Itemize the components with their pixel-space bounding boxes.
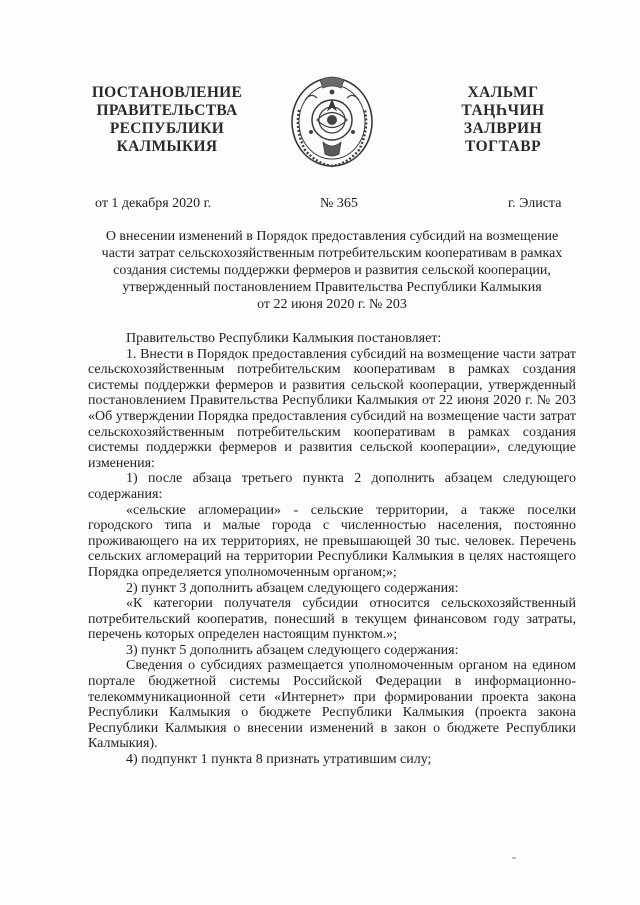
body-quote-2: «К категории получателя субсидии относится сельскохозяйственный потребительский кооператив, понесший в текущем финансовом году затраты, перечень которых определен настоящим пунктом.»;: [88, 596, 576, 643]
scan-speck: [512, 857, 516, 859]
document-date: от 1 декабря 2020 г.: [95, 196, 212, 211]
body-subitem-2: 2) пункт 3 дополнить абзацем следующего содержания:: [126, 580, 459, 596]
document-title: [88, 228, 576, 313]
body-item-1: 1. Внести в Порядок предоставления субсидий на возмещение части затрат сельскохозяйственным потребительским кооперативам в рамках создания системы поддержки фермеров и развития сельской кооперации, утвержденный постановлением Правительства Республики Калмыкия от 22 июня 2020 г. № 203 «Об утверждении Порядка предоставления субсидий на возмещение части затрат сельскохозяйственным потребительским кооперативам в рамках создания системы поддержки фермеров и развития сельской кооперации», следующие изменения:: [88, 346, 576, 471]
document-number: № 365: [320, 196, 358, 211]
body-quote-1: «сельские агломерации» - сельские территории, а также поселки городского типа и малые города с численностью населения, постоянно проживающего на их территориях, не превышающей 30 тыс. человек. Перечень сельских агломераций на территории Республики Калмыкия в целях настоящего Порядка определяется уполномоченным органом;»;: [88, 502, 576, 580]
document-body: [88, 331, 576, 768]
body-intro: Правительство Республики Калмыкия постановляет:: [126, 331, 442, 346]
title-line: утвержденный постановлением Правительства Республики Калмыкия: [122, 280, 542, 295]
body-subitem-3: 3) пункт 5 дополнить абзацем следующего содержания:: [126, 642, 459, 658]
title-line: создания системы поддержки фермеров и развития сельской кооперации,: [113, 263, 551, 278]
title-line: О внесении изменений в Порядок предоставления субсидий на возмещение: [105, 229, 559, 244]
coat-of-arms-emblem-icon: [287, 70, 377, 170]
header-right-title: [448, 84, 558, 156]
header-right-line: ЗАЛВРИН: [463, 120, 543, 137]
body-subitem-1: 1) после абзаца третьего пункта 2 дополнить абзацем следующего содержания:: [88, 471, 576, 502]
document-city: г. Элиста: [508, 196, 562, 211]
header-left-line: КАЛМЫКИЯ: [116, 138, 218, 155]
body-subitem-4: 4) подпункт 1 пункта 8 признать утратившим силу;: [126, 752, 432, 768]
header-right-line: ТОГТАВР: [464, 138, 542, 155]
header-left-line: ПОСТАНОВЛЕНИЕ: [91, 84, 243, 101]
header-left-title: [82, 84, 252, 156]
title-line: от 22 июня 2020 г. № 203: [257, 297, 407, 312]
header-right-line: ТАҢҺЧИН: [461, 102, 545, 119]
body-quote-3: Сведения о субсидиях размещается уполномоченным органом на едином портале бюджетной системы Российской Федерации в информационно-телекоммуникационной сети «Интернет» при формировании проекта закона Республики Калмыкия о бюджете Республики Калмыкия (проекта закона Республики Калмыкия о внесении изменений в закон о бюджете Республики Калмыкия).: [88, 658, 576, 752]
title-line: части затрат сельскохозяйственным потребительским кооперативам в рамках: [101, 246, 563, 261]
header-left-line: РЕСПУБЛИКИ: [109, 120, 225, 137]
header-right-line: ХАЛЬМГ: [467, 84, 539, 101]
header-left-line: ПРАВИТЕЛЬСТВА: [96, 102, 238, 119]
